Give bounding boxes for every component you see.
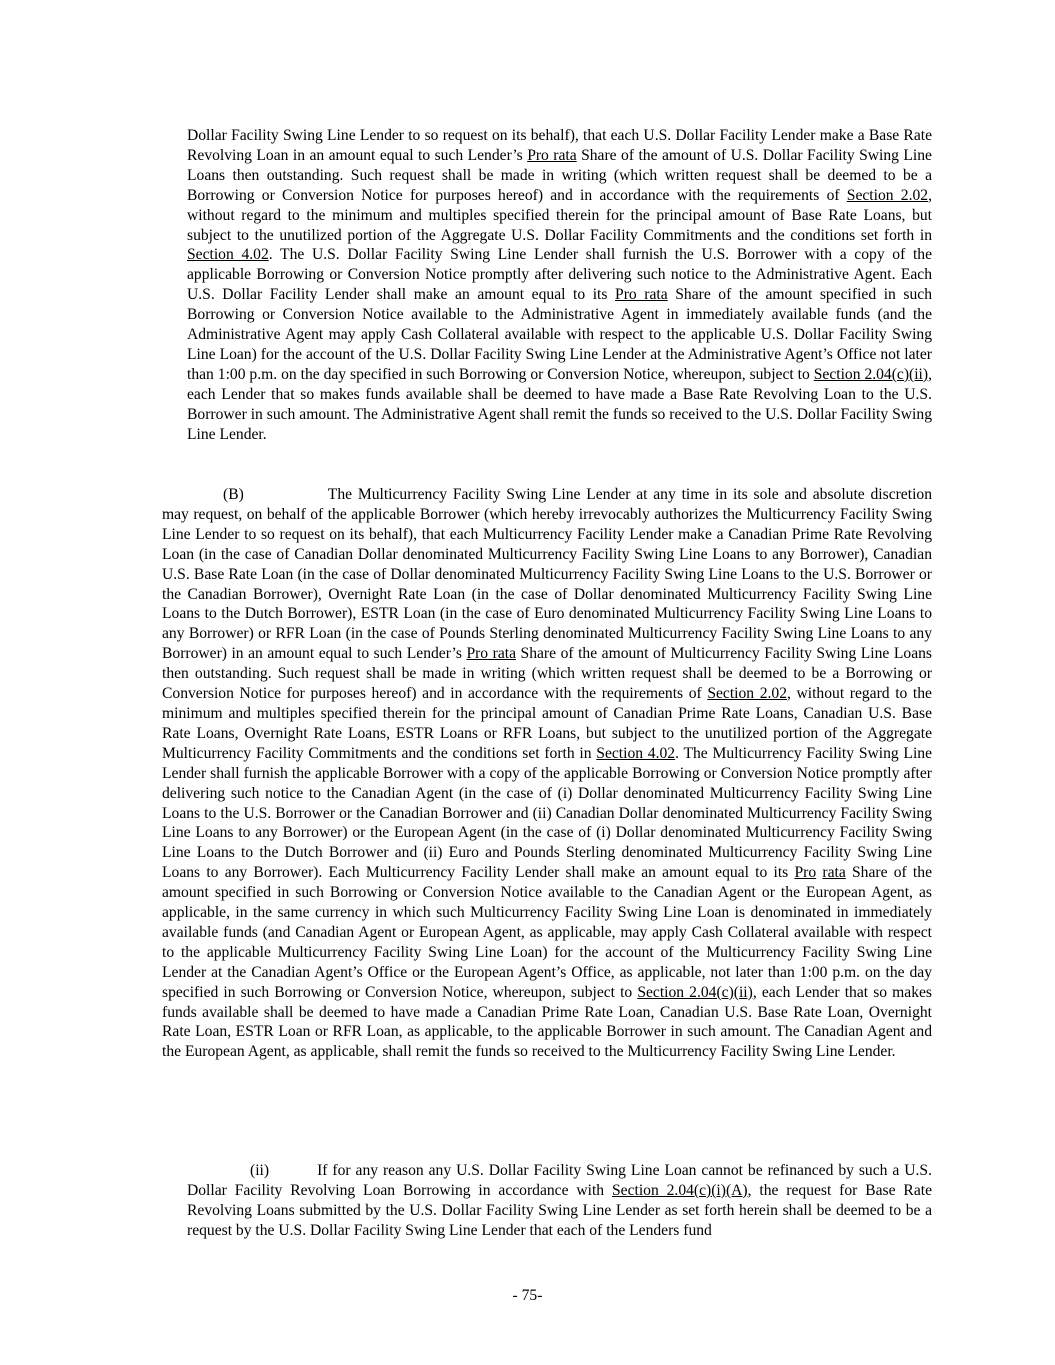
- clause-label: (ii): [250, 1162, 270, 1179]
- text-segment: , without regard to the minimum and multiples specified therein for the principal amount of Base Rate Loans, but subject to the unutilized portion of the Aggregate U.S. Dollar Facility Commitments and the conditions set forth in: [187, 186, 932, 244]
- text-segment: The Multicurrency Facility Swing Line Lender at any time in its sole and absolute discretion may request, on behalf of the applicable Borrower (which hereby irrevocably authorizes the Multicurrency Facility Swing Line Lender to so request on its behalf), that each Multicurrency Facility Lender make a Canadian Prime Rate Revolving Loan (in the case of Canadian Dollar denominated Multicurrency Facility Swing Line Loans to any Borrower), Canadian U.S. Base Rate Loan (in the case of Dollar denominated Multicurrency Facility Swing Line Loans to the U.S. Borrower or the Canadian Borrower), Overnight Rate Loan (in the case of Dollar denominated Multicurrency Facility Swing Line Loans to the Dutch Borrower), ESTR Loan (in the case of Euro denominated Multicurrency Facility Swing Line Loans to any Borrower) or RFR Loan (in the case of Pounds Sterling denominated Multicurrency Facility Swing Line Loans to any Borrower) in an amount equal to such Lender’s: [162, 486, 932, 663]
- text-segment: If for any reason any U.S. Dollar Facility Swing Line Loan cannot be refinanced by such a U.S. Dollar Facility Revolving Loan Borrowing in accordance with: [187, 1162, 932, 1199]
- text-segment: , the request for Base Rate Revolving Loans submitted by the U.S. Dollar Facility Swing Line Lender as set forth herein shall be deemed to be a request by the U.S. Dollar Facility Swing Line Lender that each of the Lenders fund: [187, 1181, 932, 1239]
- emphasis-rata: rata: [822, 864, 846, 882]
- text-segment: , without regard to the minimum and multiples specified therein for the principal amount of Canadian Prime Rate Loans, Canadian U.S. Base Rate Loans, Overnight Rate Loans, ESTR Loans or RFR Loans, but subject to the unutilized portion of the Aggregate Multicurrency Facility Commitments and the conditions set forth in: [162, 685, 932, 762]
- text-segment: Share of the amount of U.S. Dollar Facility Swing Line Loans then outstanding. Such request shall be made in writing (which written request shall be deemed to be a Borrowing or Conversion Notice for purposes hereof) and in accordance with the requirements of: [187, 146, 932, 204]
- page-number: - 75-: [512, 1287, 543, 1304]
- text-segment: Share of the amount specified in such Borrowing or Conversion Notice available to the Administrative Agent in immediately available funds (and the Administrative Agent may apply Cash Collateral available with respect to the applicable U.S. Dollar Facility Swing Line Loan) for the account of the U.S. Dollar Facility Swing Line Lender at the Administrative Agent’s Office not later than 1:00 p.m. on the day specified in such Borrowing or Conversion Notice, whereupon, subject to: [187, 286, 932, 383]
- section-reference: Section 2.04(c)(ii): [813, 365, 929, 383]
- emphasis-pro-rata: Pro rata: [527, 146, 577, 164]
- paragraph-continuation: [187, 126, 932, 445]
- text-segment: Share of the amount of Multicurrency Facility Swing Line Loans then outstanding. Such request shall be made in writing (which written request shall be deemed to be a Borrowing or Conversion Notice for purposes hereof) and in accordance with the requirements of: [162, 645, 932, 703]
- paragraph-b: [162, 485, 932, 1062]
- clause-label: (B): [223, 486, 244, 503]
- paragraph-ii: [187, 1161, 932, 1241]
- section-reference: Section 2.04(c)(ii): [637, 983, 753, 1001]
- text-segment: . The U.S. Dollar Facility Swing Line Lender shall furnish the U.S. Borrower with a copy of the applicable Borrowing or Conversion Notice promptly after delivering such notice to the Administrative Agent. Each U.S. Dollar Facility Lender shall make an amount equal to its: [187, 246, 932, 304]
- section-reference: Section 2.02: [846, 186, 929, 204]
- text-segment: . The Multicurrency Facility Swing Line Lender shall furnish the applicable Borrower with a copy of the applicable Borrowing or Conversion Notice promptly after delivering such notice to the Canadian Agent (in the case of (i) Dollar denominated Multicurrency Facility Swing Line Loans to the U.S. Borrower or the Canadian Borrower and (ii) Canadian Dollar denominated Multicurrency Facility Swing Line Loans to any Borrower) or the European Agent (in the case of (i) Dollar denominated Multicurrency Facility Swing Line Loans to the Dutch Borrower and (ii) Euro and Pounds Sterling denominated Multicurrency Facility Swing Line Loans to any Borrower). Each Multicurrency Facility Lender shall make an amount equal to its: [162, 744, 932, 882]
- section-reference: Section 2.02: [707, 685, 787, 703]
- emphasis-pro-rata: Pro rata: [466, 645, 516, 663]
- emphasis-pro: Pro: [794, 864, 817, 882]
- section-reference: Section 4.02: [187, 246, 269, 264]
- section-reference: Section 2.04(c)(i)(A): [611, 1181, 748, 1199]
- section-reference: Section 4.02: [596, 744, 676, 762]
- text-segment: , each Lender that so makes funds available shall be deemed to have made a Base Rate Revolving Loan to the U.S. Borrower in such amount. The Administrative Agent shall remit the funds so received to the U.S. Dollar Facility Swing Line Lender.: [187, 365, 932, 443]
- text-segment: , each Lender that so makes funds available shall be deemed to have made a Canadian Prime Rate Loan, Canadian U.S. Base Rate Loan, Overnight Rate Loan, ESTR Loan or RFR Loan, as applicable, to the applicable Borrower in such amount. The Canadian Agent and the European Agent, as applicable, shall remit the funds so received to the Multicurrency Facility Swing Line Lender.: [162, 983, 932, 1061]
- emphasis-pro-rata: Pro rata: [615, 286, 668, 304]
- text-segment: Share of the amount specified in such Borrowing or Conversion Notice available to the Canadian Agent or the European Agent, as applicable, in the same currency in which such Multicurrency Facility Swing Line Loan is denominated in immediately available funds (and Canadian Agent or European Agent, as applicable, may apply Cash Collateral available with respect to the applicable Multicurrency Facility Swing Line Loan) for the account of the Multicurrency Facility Swing Line Lender at the Canadian Agent’s Office or the European Agent’s Office, as applicable, not later than 1:00 p.m. on the day specified in such Borrowing or Conversion Notice, whereupon, subject to: [162, 864, 932, 1001]
- text-segment: Dollar Facility Swing Line Lender to so request on its behalf), that each U.S. Dollar Facility Lender make a Base Rate Revolving Loan in an amount equal to such Lender’s: [187, 127, 932, 164]
